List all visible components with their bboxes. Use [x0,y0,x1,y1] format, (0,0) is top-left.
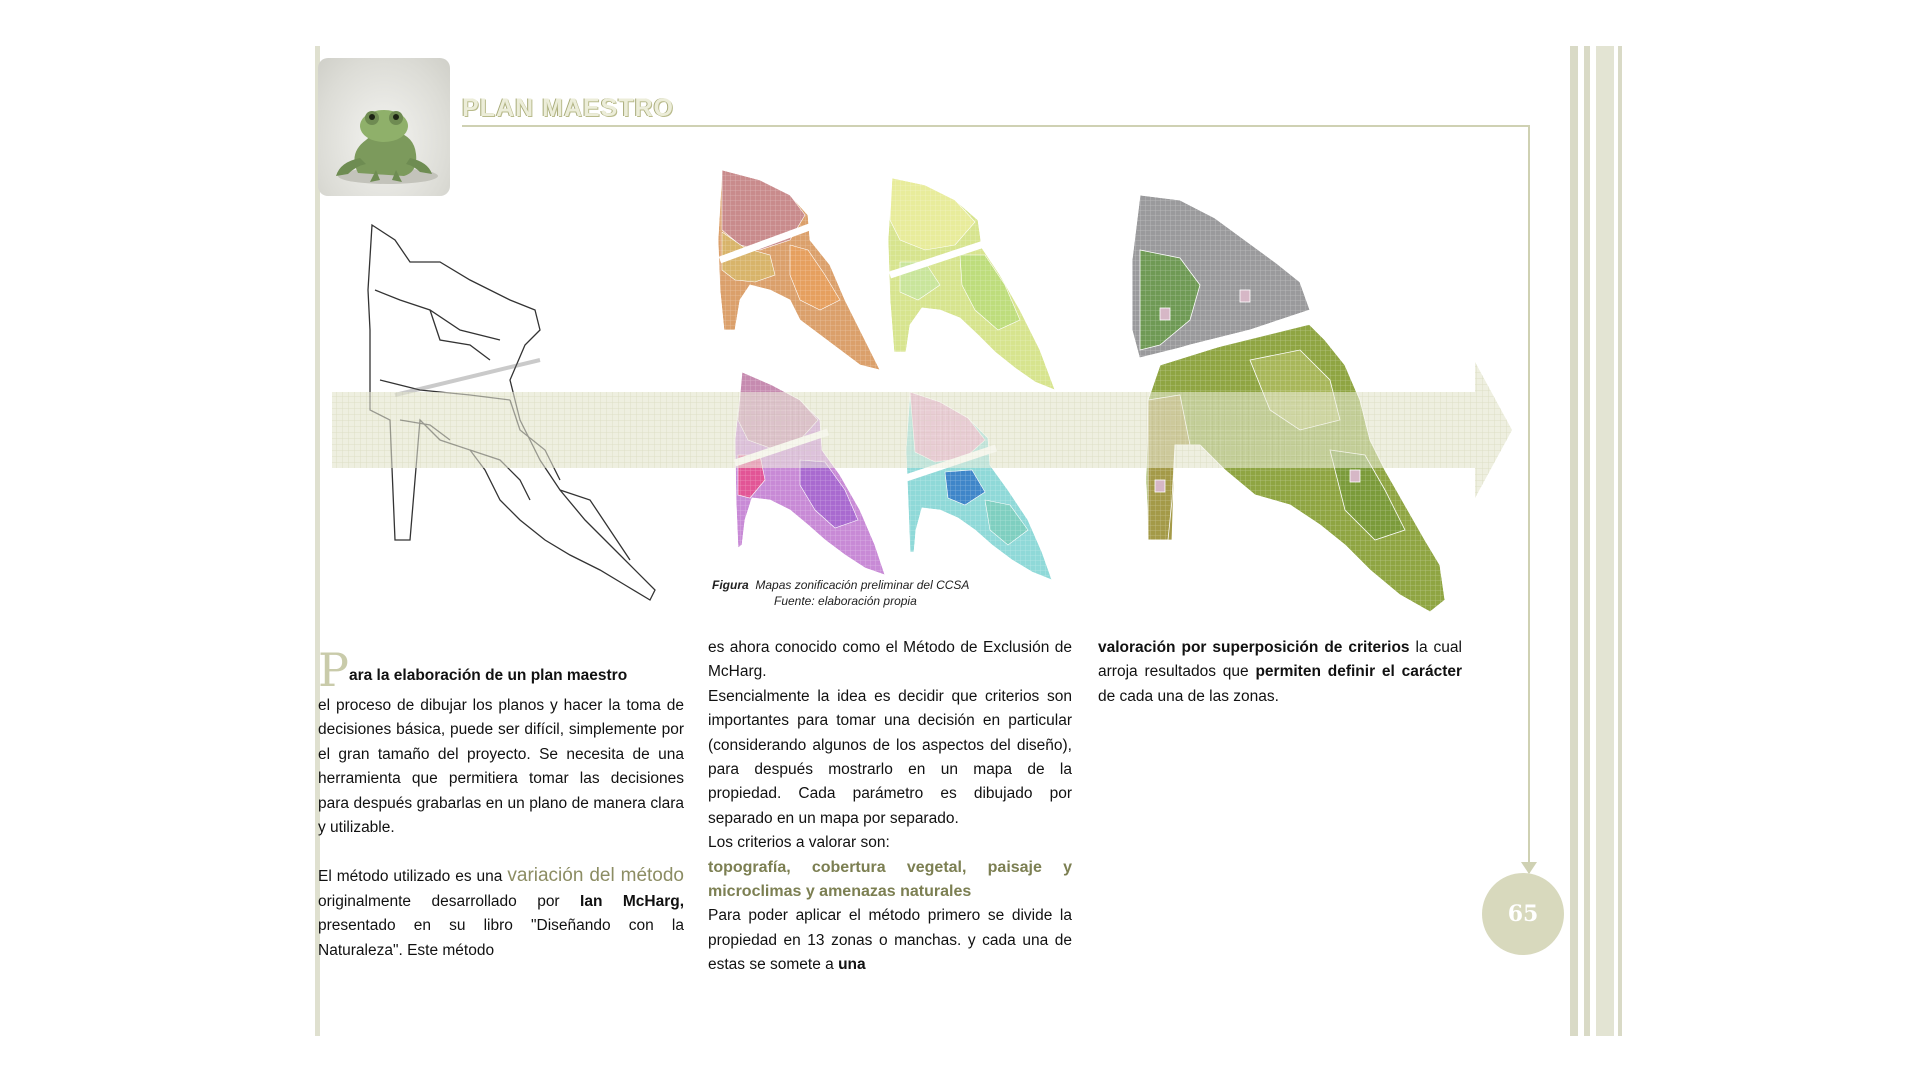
section-title: PLAN MAESTRO [462,94,674,122]
drop-cap: P [318,643,349,697]
map-thumb-2 [888,178,1055,390]
figure-caption [712,577,969,609]
paragraph-4: Esencialmente la idea es decidir que criterios son importantes para tomar una decisión en particular (considerando algunos de los aspectos del diseño), para después mostrarlo en un mapa de la propiedad. Cada parámetro es dibujado por separado en un mapa por separado. [708,687,1072,827]
paragraph-1: el proceso de dibujar los planos y hacer la toma de decisiones básica, puede ser difícil, simplemente por el gran tamaño del proyecto. Se necesita de una herramienta que permitiera tomar las decisiones para después grabarlas en un plano de manera clara y utilizable. [318,697,684,837]
caption-label: Figura [712,578,749,592]
text-column-1 [318,643,684,963]
paragraph-2: El método utilizado es una variación del método originalmente desarrollado por Ian McHarg, presentado en su libro "Diseñando con la Naturaleza". Este método [318,865,684,959]
page-number-badge: 65 [1482,873,1564,955]
caption-text: Mapas zonificación preliminar del CCSA [755,578,970,592]
paragraph-3: es ahora conocido como el Método de Exclusión de McHarg. [708,639,1072,681]
text-column-2 [708,636,1072,978]
paragraph-7: valoración por superposición de criterios la cual arroja resultados que permiten definir el carácter de cada una de las zonas. [1098,639,1463,705]
text-column-3 [1098,636,1462,709]
highlight-variacion: variación del método [507,865,684,887]
paragraph-6: Para poder aplicar el método primero se divide la propiedad en 13 zonas o manchas. y cada una de estas se somete a una [708,907,1072,974]
caption-source: Fuente: elaboración propia [774,594,917,608]
author-name: Ian McHarg, [580,892,684,910]
paragraph-5: Los criterios a valorar son: [708,834,890,852]
lead-sentence: ara la elaboración de un plan maestro [348,667,628,684]
map-thumb-1 [718,170,880,370]
criteria-highlight: topografía, cobertura vegetal, paisaje y microclimas y amenazas naturales [708,858,1072,901]
